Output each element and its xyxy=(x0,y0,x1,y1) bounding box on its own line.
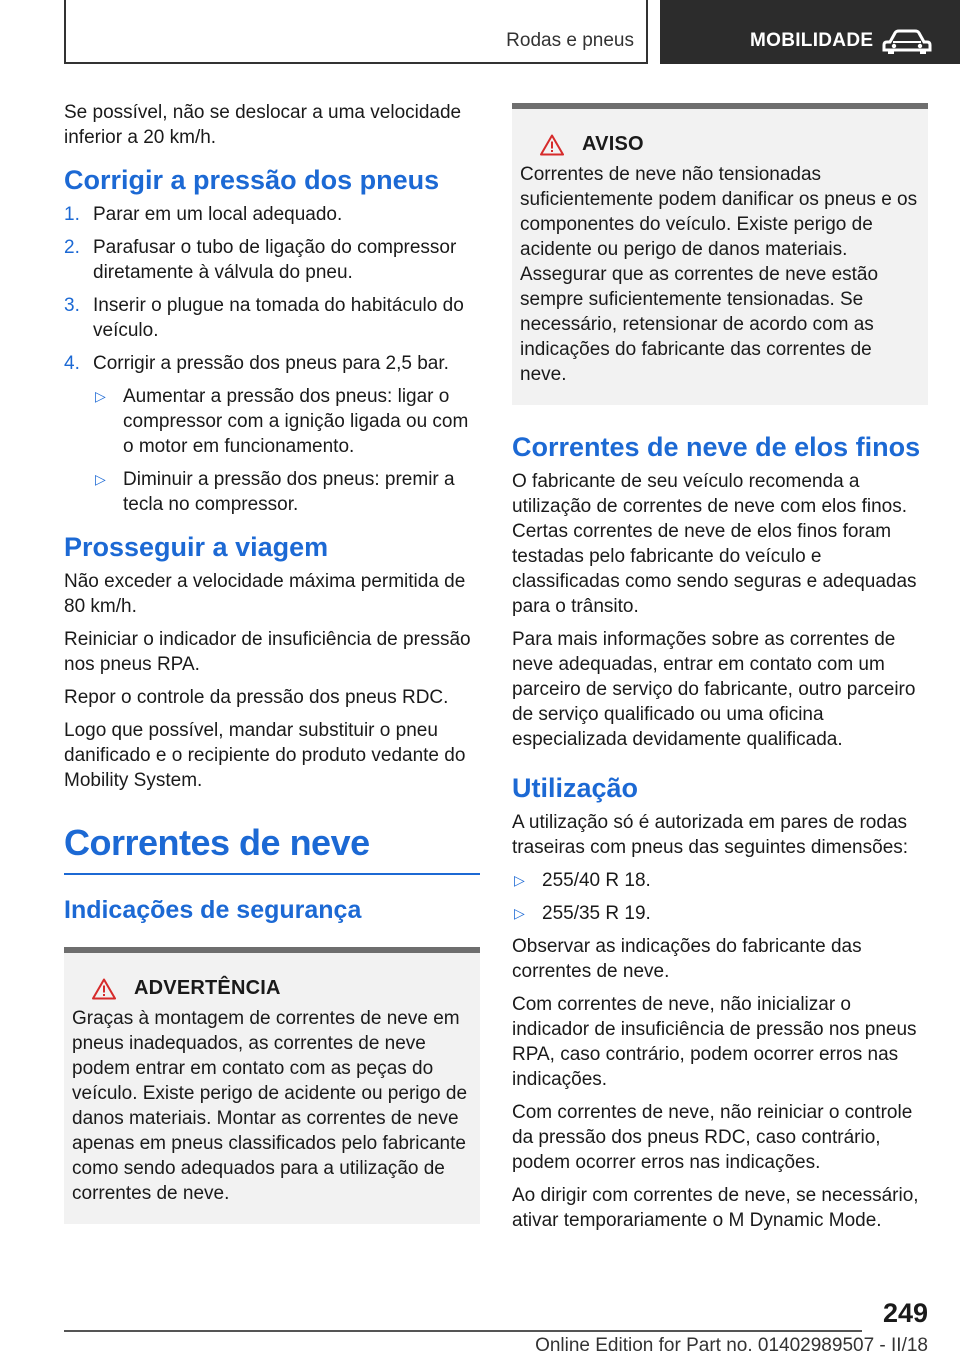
step-number: 1. xyxy=(64,204,80,225)
header-section-tab xyxy=(66,0,648,64)
paragraph: Com correntes de neve, não inicializar o indicador de insuficiência de pressão nos pneus RPA, caso contrário, podem ocorrer erros nas indicações. xyxy=(512,994,917,1090)
triangle-bullet-icon: ▷ xyxy=(514,872,525,888)
bullet-text: Diminuir a pressão dos pneus: premir a tecla no compressor. xyxy=(123,469,455,515)
step-item xyxy=(64,202,480,227)
triangle-bullet-icon: ▷ xyxy=(95,388,106,404)
step-number: 4. xyxy=(64,353,80,374)
page-number: 249 xyxy=(882,1298,928,1328)
right-column xyxy=(512,103,928,1241)
triangle-bullet-icon: ▷ xyxy=(95,471,106,487)
heading-indicacoes: Indicações de segurança xyxy=(64,896,362,924)
header-section-label: Rodas e pneus xyxy=(506,30,634,51)
bullet-item xyxy=(512,901,928,926)
car-icon xyxy=(882,29,932,55)
notice-title: AVISO xyxy=(582,133,644,155)
notice-text: Correntes de neve não tensionadas suficientemente podem danificar os pneus e os componentes do veículo. Existe perigo de acidente ou perigo de danos materiais. Assegurar que as correntes de neve estão sempre suficientemente tensionadas. Se necessário, retensionar de acordo com as indicações do fabricante das correntes de neve. xyxy=(520,164,918,385)
bullet-item xyxy=(93,467,480,517)
steps-list xyxy=(64,202,480,517)
tire-sizes-list xyxy=(512,868,928,926)
chapter-title: Correntes de neve xyxy=(64,821,480,875)
warning-title-row xyxy=(72,977,472,1000)
paragraph: Não exceder a velocidade máxima permitida de 80 km/h. xyxy=(64,571,466,617)
warning-text: Graças à montagem de correntes de neve em pneus inadequados, as correntes de neve podem entrar em contato com as peças do veículo. Existe perigo de acidente ou perigo de danos materiais. Montar as correntes de neve apenas em pneus classificados pelo fabricante como sendo adequados para a utilização de correntes de neve. xyxy=(72,1008,468,1204)
heading-elos-finos: Correntes de neve de elos finos xyxy=(512,432,921,462)
left-column xyxy=(64,100,480,1224)
bullet-item xyxy=(93,384,480,459)
paragraph: Para mais informações sobre as correntes de neve adequadas, entrar em contato com um parceiro de serviço do fabricante, outro parceiro de serviço qualificado ou uma oficina especializada devidamente qualificada. xyxy=(512,629,916,750)
warning-triangle-icon xyxy=(540,134,564,156)
bullet-text: 255/40 R 18. xyxy=(542,870,651,891)
paragraph: Repor o controle da pressão dos pneus RDC. xyxy=(64,687,449,708)
notice-title-row xyxy=(520,133,920,156)
step-text: Inserir o plugue na tomada do habitáculo do veículo. xyxy=(93,295,464,341)
footer-edition: Online Edition for Part no. 01402989507 - II/18 xyxy=(535,1335,928,1356)
intro-text: Se possível, não se deslocar a uma velocidade inferior a 20 km/h. xyxy=(64,102,462,148)
header-chapter-label: MOBILIDADE xyxy=(750,30,874,51)
step4-bullets xyxy=(93,384,480,517)
paragraph: Logo que possível, mandar substituir o pneu danificado e o recipiente do produto vedante do Mobility System. xyxy=(64,720,466,791)
step-item xyxy=(64,351,480,517)
bullet-text: Aumentar a pressão dos pneus: ligar o compressor com a ignição ligada ou com o motor em funcionamento. xyxy=(123,386,469,457)
paragraph: Ao dirigir com correntes de neve, se necessário, ativar temporariamente o M Dynamic Mode. xyxy=(512,1185,919,1231)
warning-title: ADVERTÊNCIA xyxy=(134,977,281,999)
step-text: Parafusar o tubo de ligação do compressor diretamente à válvula do pneu. xyxy=(93,237,457,283)
paragraph: O fabricante de seu veículo recomenda a utilização de correntes de neve com elos finos. Certas correntes de neve de elos finos foram testadas pelo fabricante do veículo e classificadas como sendo seguras e adequadas para o trânsito. xyxy=(512,471,917,617)
step-number: 3. xyxy=(64,295,80,316)
header-chapter-tab xyxy=(660,0,960,64)
bullet-item xyxy=(512,868,928,893)
bullet-text: 255/35 R 19. xyxy=(542,903,651,924)
heading-corrigir: Corrigir a pressão dos pneus xyxy=(64,165,440,195)
footer-rule xyxy=(64,1330,862,1332)
heading-prosseguir: Prosseguir a viagem xyxy=(64,532,329,562)
paragraph: A utilização só é autorizada em pares de rodas traseiras com pneus das seguintes dimensões: xyxy=(512,812,909,858)
paragraph: Observar as indicações do fabricante das correntes de neve. xyxy=(512,936,862,982)
paragraph: Reiniciar o indicador de insuficiência de pressão nos pneus RPA. xyxy=(64,629,471,675)
warning-box xyxy=(64,947,480,1224)
step-text: Corrigir a pressão dos pneus para 2,5 bar. xyxy=(93,353,449,374)
step-number: 2. xyxy=(64,237,80,258)
step-item xyxy=(64,293,480,343)
warning-triangle-icon xyxy=(92,978,116,1000)
triangle-bullet-icon: ▷ xyxy=(514,905,525,921)
step-text: Parar em um local adequado. xyxy=(93,204,343,225)
paragraph: Com correntes de neve, não reiniciar o controle da pressão dos pneus RDC, caso contrário, podem ocorrer erros nas indicações. xyxy=(512,1102,913,1173)
step-item xyxy=(64,235,480,285)
notice-box xyxy=(512,103,928,405)
heading-utilizacao: Utilização xyxy=(512,773,639,803)
